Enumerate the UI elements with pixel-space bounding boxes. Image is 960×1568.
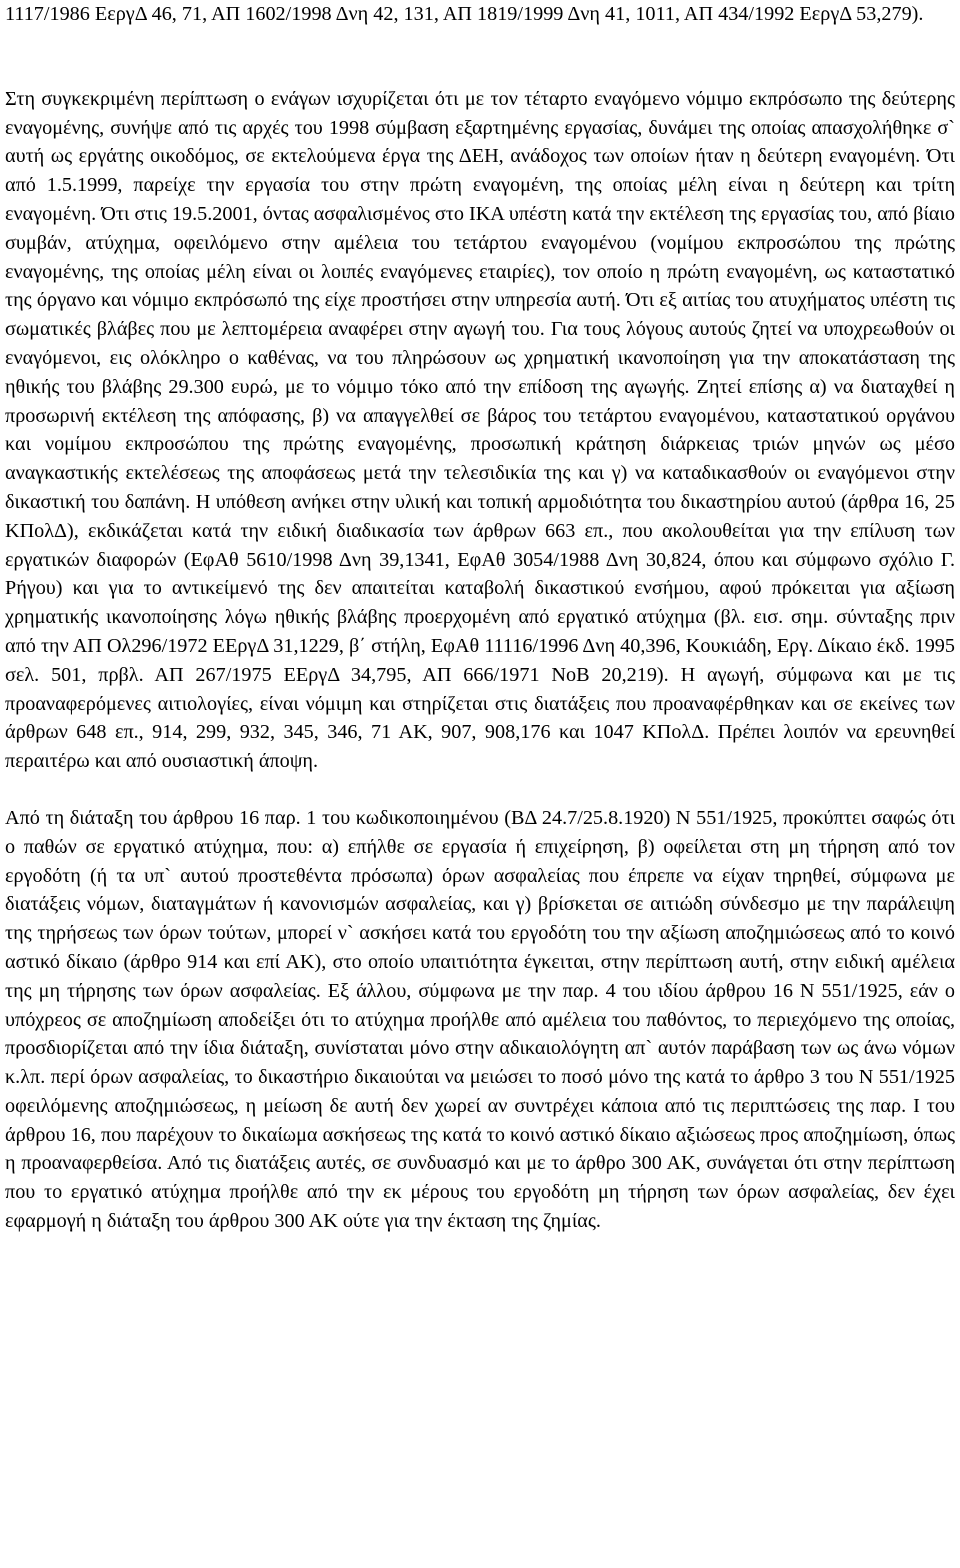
document-page [5, 0, 955, 1236]
paragraph-citation-end: 1117/1986 ΕεργΔ 46, 71, ΑΠ 1602/1998 Δνη 42, 131, ΑΠ 1819/1999 Δνη 41, 1011, ΑΠ 434/1992 ΕεργΔ 53,279). [5, 3, 924, 25]
paragraph-spacer [5, 29, 955, 85]
paragraph-spacer [5, 776, 955, 804]
paragraph-case-facts: Στη συγκεκριμένη περίπτωση ο ενάγων ισχυρίζεται ότι με τον τέταρτο εναγόμενο νόμιμο εκπρόσωπο της δεύτερης εναγομένης, συνήψε από τις αρχές του 1998 σύμβαση εξαρτημένης εργασίας, δυνάμει της οποίας απασχολήθηκε σ` αυτή ως εργάτης οικοδόμος, σε εκτελούμενα έργα της ΔΕΗ, ανάδοχος των οποίων ήταν η δεύτερη εναγομένη. Ότι από 1.5.1999, παρείχε την εργασία του στην πρώτη εναγομένη, της οποίας μέλη είναι η δεύτερη και τρίτη εναγομένη. Ότι στις 19.5.2001, όντας ασφαλισμένος στο ΙΚΑ υπέστη κατά την εκτέλεση της εργασίας του, από βίαιο συμβάν, ατύχημα, οφειλόμενο στην αμέλεια του τετάρτου εναγομένου (νομίμου εκπροσώπου της πρώτης εναγομένης, της οποίας μέλη είναι οι λοιπές εναγόμενες εταιρίες), τον οποίο η πρώτη εναγομένη, ως καταστατικό της όργανο και νόμιμο εκπρόσωπό της είχε προστήσει στην υπηρεσία αυτή. Ότι εξ αιτίας του ατυχήματος υπέστη τις σωματικές βλάβες που με λεπτομέρεια αναφέρει στην αγωγή του. Για τους λόγους αυτούς ζητεί να υποχρεωθούν οι εναγόμενοι, εις ολόκληρο ο καθένας, να του πληρώσουν ως χρηματική ικανοποίηση για την αποκατάσταση της ηθικής του βλάβης 29.300 ευρώ, με το νόμιμο τόκο από την επίδοση της αγωγής. Ζητεί επίσης α) να διαταχθεί η προσωρινή εκτέλεση της απόφασης, β) να απαγγελθεί σε βάρος του τετάρτου εναγομένου, καταστατικού οργάνου και νομίμου εκπροσώπου της πρώτης εναγομένης, προσωπική κράτηση διάρκειας τριών μηνών ως μέσο αναγκαστικής εκτελέσεως της αποφάσεως μετά την τελεσιδικία της και γ) να καταδικασθούν οι εναγόμενοι στην δικαστική του δαπάνη. Η υπόθεση ανήκει στην υλική και τοπική αρμοδιότητα του δικαστηρίου αυτού (άρθρα 16, 25 ΚΠολΔ), εκδικάζεται κατά την ειδική διαδικασία των άρθρων 663 επ., που ακολουθείται για την επίλυση των εργατικών διαφορών (ΕφΑθ 5610/1998 Δνη 39,1341, ΕφΑθ 3054/1988 Δνη 30,824, όπου και σύμφωνο σχόλιο Γ. Ρήγου) και για το αντικείμενό της δεν απαιτείται καταβολή δικαστικού ενσήμου, αφού πρόκειται για αξίωση χρηματικής ικανοποίησης λόγω ηθικής βλάβης προερχομένη από εργατικό ατύχημα (βλ. εισ. σημ. σύνταξης πριν από την ΑΠ Ολ296/1972 ΕΕργΔ 31,1229, β΄ στήλη, ΕφΑθ 11116/1996 Δνη 40,396, Κουκιάδη, Εργ. Δίκαιο έκδ. 1995 σελ. 501, πρβλ. ΑΠ 267/1975 ΕΕργΔ 34,795, ΑΠ 666/1971 ΝοΒ 20,219). Η αγωγή, σύμφωνα και με τις προαναφερόμενες αιτιολογίες, είναι νόμιμη και στηρίζεται στις διατάξεις που προαναφέρθηκαν και σε εκείνες των άρθρων 648 επ., 914, 299, 932, 345, 346, 71 ΑΚ, 907, 908,176 και 1047 ΚΠολΔ. Πρέπει λοιπόν να ερευνηθεί περαιτέρω και από ουσιαστική άποψη. [5, 87, 955, 773]
paragraph-legal-analysis: Από τη διάταξη του άρθρου 16 παρ. 1 του κωδικοποιημένου (ΒΔ 24.7/25.8.1920) Ν 551/1925, προκύπτει σαφώς ότι ο παθών σε εργατικό ατύχημα, που: α) επήλθε σε εργασία ή επιχείρηση, β) οφείλεται στη μη τήρηση από τον εργοδότη (ή τα υπ` αυτού προστεθέντα πρόσωπα) όρων ασφαλείας που έπρεπε να είχαν τηρηθεί, σύμφωνα με διατάξεις νόμων, διαταγμάτων ή κανονισμών ασφαλείας, και γ) βρίσκεται σε αιτιώδη σύνδεσμο με την παράλειψη της τηρήσεως των όρων τούτων, μπορεί ν` ασκήσει κατά του εργοδότη του την αξίωση αποζημιώσεως από το κοινό αστικό δίκαιο (άρθρο 914 και επί ΑΚ), στο οποίο υπαιτιότητα έγκειται, στην περίπτωση αυτή, στην ειδική αμέλεια της μη τήρησης των όρων ασφαλείας. Εξ άλλου, σύμφωνα με την παρ. 4 του ιδίου άρθρου 16 Ν 551/1925, εάν ο υπόχρεος σε αποζημίωση αποδείξει ότι το ατύχημα προήλθε από αμέλεια του παθόντος, το περιεχόμενο της οποίας, προσδιορίζεται από την ίδια διάταξη, συνίσταται μόνο στην αδικαιολόγητη απ` αυτόν παράβαση των ως άνω νόμων κ.λπ. περί όρων ασφαλείας, το δικαστήριο δικαιούται να μειώσει το ποσό μόνο της κατά το άρθρο 3 του Ν 551/1925 οφειλόμενης αποζημιώσεως, η μείωση δε αυτή δεν χωρεί αν συντρέχει κάποια από τις περιπτώσεις της παρ. Ι του άρθρου 16, που παρέχουν το δικαίωμα ασκήσεως της κατά το κοινό αστικό δίκαιο αξιώσεως προς αποζημίωση, όπως η προαναφερθείσα. Από τις διατάξεις αυτές, σε συνδυασμό και με το άρθρο 300 ΑΚ, συνάγεται ότι στην περίπτωση που το εργατικό ατύχημα προήλθε από την εκ μέρους του εργοδότη μη τήρηση των όρων ασφαλείας, δεν έχει εφαρμογή η διάταξη του άρθρου 300 ΑΚ ούτε για την έκταση της ζημίας. [5, 806, 955, 1233]
